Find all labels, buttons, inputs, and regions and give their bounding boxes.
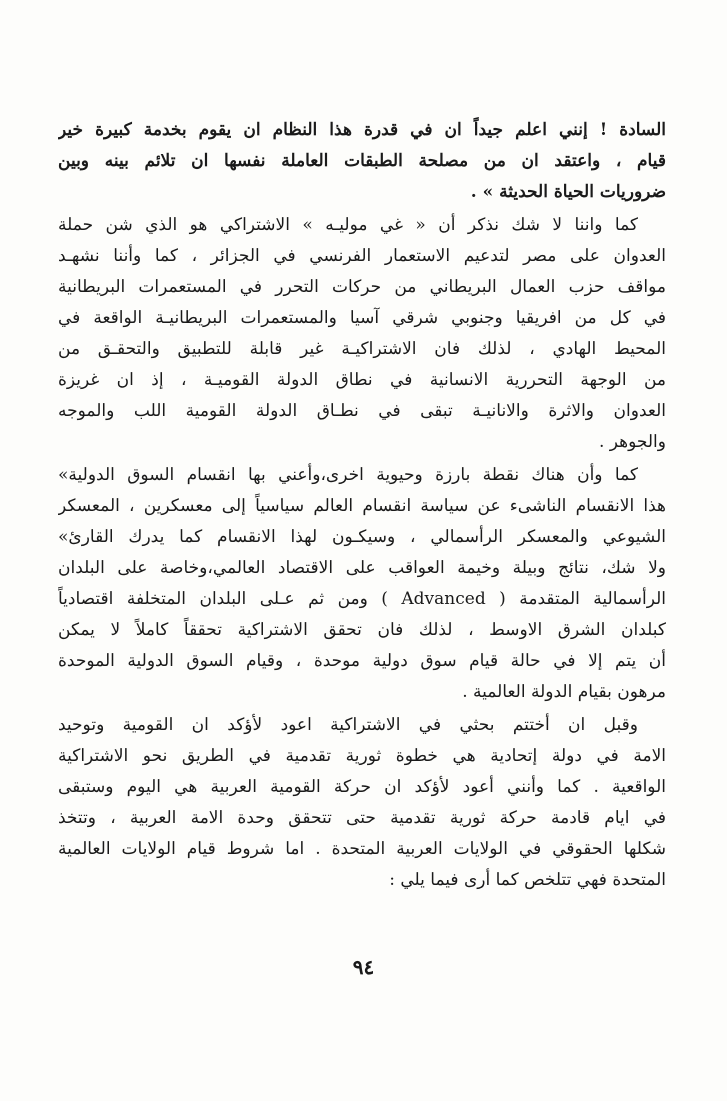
text-line: هذا الانقسام الناشىء عن سياسة انقسام العالم سياسياً إلى معسكرين ، المعسكر xyxy=(58,496,666,516)
text-line: كما وأن هناك نقطة بارزة وحيوية اخرى،وأعني بها انقسام السوق الدولية» xyxy=(58,465,638,485)
text-line: ضروريات الحياة الحديثة » . xyxy=(470,182,666,202)
text-line: العدوان على مصر لتدعيم الاستعمار الفرنسي في الجزائر ، كما وأننا نشهـد xyxy=(58,246,666,266)
paragraph-3 xyxy=(58,460,666,708)
text-line: قيام ، واعتقد ان من مصلحة الطبقات العاملة نفسها ان تلائم بينه وبين xyxy=(58,151,666,171)
text-line: المتحدة فهي تتلخص كما أرى فيما يلي : xyxy=(389,870,666,890)
text-line: شكلها الحقوقي في الولايات العربية المتحدة . اما شروط قيام الولايات العالمية xyxy=(58,839,666,859)
text-line: كبلدان الشرق الاوسط ، لذلك فان تحقق الاشتراكية تحققاً كاملاً لا يمكن xyxy=(58,620,666,640)
text-line: الامة في دولة إتحادية هي خطوة ثورية تقدمية في الطريق نحو الاشتراكية xyxy=(58,746,666,766)
text-line: وقبل ان أختتم بحثي في الاشتراكية اعود لأؤكد ان القومية وتوحيد xyxy=(58,715,638,735)
text-line: المحيط الهادي ، لذلك فان الاشتراكيـة غير قابلة للتطبيق والتحقـق من xyxy=(58,339,666,359)
paragraph-1 xyxy=(58,115,666,208)
text-line: في كل من افريقيا وجنوبي شرقي آسيا والمستعمرات البريطانيـة الواقعة في xyxy=(58,308,666,328)
text-line: السادة ! إنني اعلم جيداً ان في قدرة هذا النظام ان يقوم بخدمة كبيرة خير xyxy=(58,120,666,140)
text-line: الشيوعي والمعسكر الرأسمالي ، وسيكـون لهذا الانقسام كما يدرك القارئ» xyxy=(58,527,666,547)
text-line: الرأسمالية المتقدمة ( Advanced ) ومن ثم عـلى البلدان المتخلفة اقتصادياً xyxy=(58,589,666,609)
paragraph-2 xyxy=(58,210,666,458)
text-line: العدوان والاثرة والانانيـة تبقى في نطـاق الدولة القومية اللب والموجه xyxy=(58,401,666,421)
text-line: في ايام قادمة حركة ثورية تقدمية حتى تتحقق وحدة الامة العربية ، وتتخذ xyxy=(58,808,666,828)
text-line: مواقف حزب العمال البريطاني من حركات التحرر في المستعمرات البريطانية xyxy=(58,277,666,297)
text-line: الواقعية . كما وأنني أعود لأؤكد ان حركة القومية العربية هي اليوم وستبقى xyxy=(58,777,666,797)
page-number: ٩٤ xyxy=(352,955,375,979)
text-line: ولا شك، نتائج وبيلة وخيمة العواقب على الاقتصاد العالمي،وخاصة على البلدان xyxy=(58,558,666,578)
text-line: أن يتم إلا في حالة قيام سوق دولية موحدة ، وقيام السوق الدولية الموحدة xyxy=(58,651,666,671)
text-line: مرهون بقيام الدولة العالمية . xyxy=(462,682,666,702)
body-text xyxy=(58,115,666,896)
text-line: من الوجهة التحررية الانسانية في نطاق الدولة القوميـة ، إذ ان غريزة xyxy=(58,370,666,390)
text-line: كما واننا لا شك نذكر أن « غي موليـه » الاشتراكي هو الذي شن حملة xyxy=(58,215,638,235)
text-line: والجوهر . xyxy=(598,432,666,452)
paragraph-4 xyxy=(58,710,666,896)
